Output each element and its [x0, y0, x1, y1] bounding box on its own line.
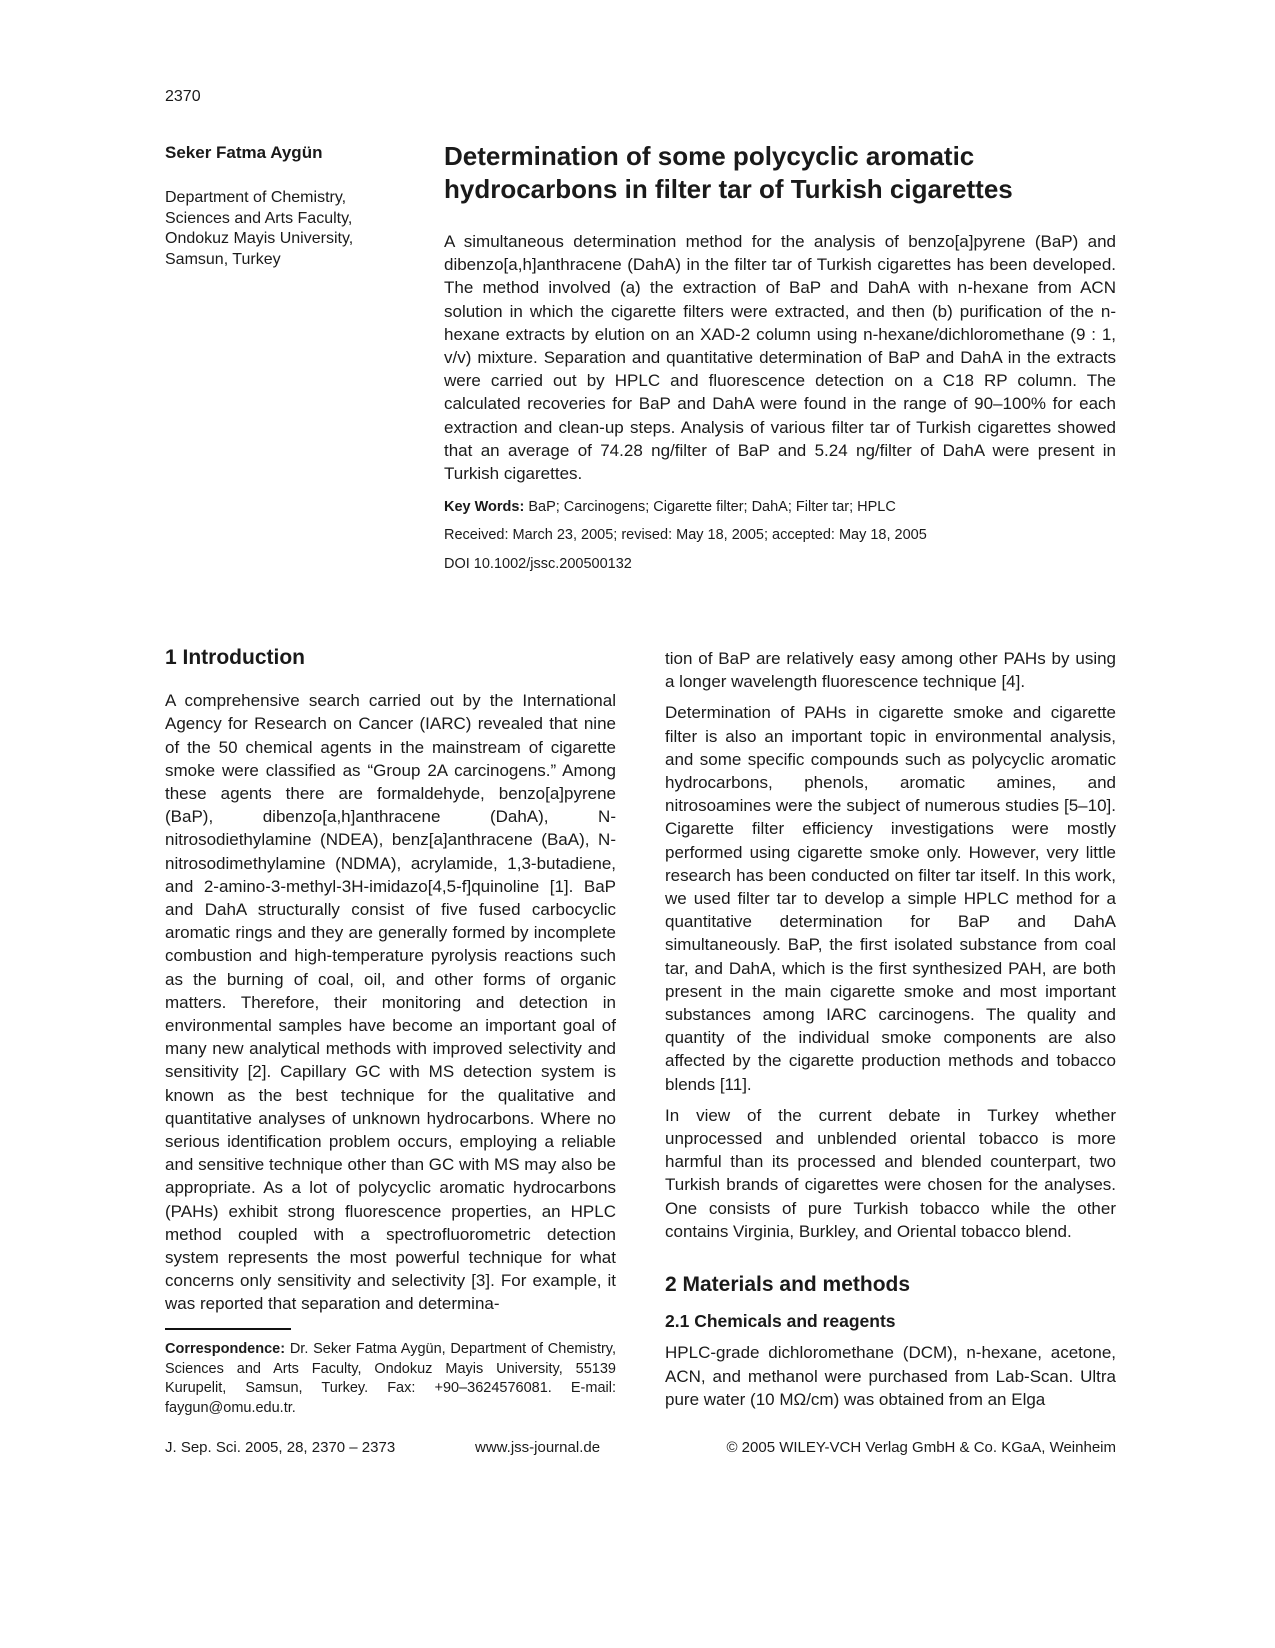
paper-title: Determination of some polycyclic aromatic hydrocarbons in filter tar of Turkish cigarettes — [444, 141, 1013, 204]
paragraph: A comprehensive search carried out by the International Agency for Research on Cancer (IARC) revealed that nine of the 50 chemical agents in the mainstream of cigarette smoke were classified as “Group 2A carcinogens.” Among these agents there are formaldehyde, benzo[a]pyrene (BaP), dibenzo[a,h]anthracene (DahA), N-nitrosodiethylamine (NDEA), benz[a]anthracene (BaA), N-nitrosodimethylamine (NDMA), acrylamide, 1,3-butadiene, and 2-amino-3-methyl-3H-imidazo[4,5-f]quinoline [1]. BaP and DahA structurally consist of five fused carbocyclic aromatic rings and they are generally formed by incomplete combustion and high-temperature pyrolysis reactions such as the burning of coal, oil, and other forms of organic matters. Therefore, their monitoring and detection in environmental samples have become an important goal of many new analytical methods with improved selectivity and sensitivity [2]. Capillary GC with MS detection system is known as the best technique for the qualitative and quantitative analyses of unknown hydrocarbons. Where no serious identification problem occurs, employing a reliable and sensitive technique other than GC with MS may also be appropriate. As a lot of polycyclic aromatic hydrocarbons (PAHs) exhibit strong fluorescence properties, an HPLC method coupled with a spectrofluorometric detection system represents the most powerful technique for what concerns only sensitivity and selectivity [3]. For example, it was reported that separation and determina- — [165, 691, 616, 1314]
footnote-divider — [165, 1328, 291, 1330]
received-dates: Received: March 23, 2005; revised: May 18, 2005; accepted: May 18, 2005 — [444, 527, 927, 543]
correspondence-text: Dr. Seker Fatma Aygün, Department of Chemistry, Sciences and Arts Faculty, Ondokuz Mayis University, 55139 Kurupelit, Samsun, Turkey. Fax: +90–3624576081. E-mail: faygun@omu.edu.tr. — [165, 1341, 617, 1416]
affiliation-line: Sciences and Arts Faculty, — [165, 209, 353, 227]
section-heading: 1 Introduction — [165, 646, 305, 669]
keywords — [444, 499, 1124, 515]
abstract: A simultaneous determination method for the analysis of benzo[a]pyrene (BaP) and dibenzo[a,h]anthracene (DahA) in the filter tar of Turkish cigarettes has been developed. The method involved (a) the extraction of BaP and DahA with n-hexane from ACN solution in which the cigarette filters were extracted, and then (b) purification of the n-hexane extracts by elution on an XAD-2 column using n-hexane/dichloromethane (9 : 1, v/v) mixture. Separation and quantitative determination of BaP and DahA in the extracts were carried out by HPLC and fluorescence detection on a C18 RP column. The calculated recoveries for BaP and DahA were found in the range of 90–100% for each extraction and clean-up steps. Analysis of various filter tar of Turkish cigarettes showed that an average of 74.28 ng/filter of BaP and 5.24 ng/filter of DahA were present in Turkish cigarettes. — [444, 232, 1116, 484]
affiliation — [165, 188, 405, 270]
affiliation-line: Department of Chemistry, — [165, 189, 347, 206]
correspondence-label: Correspondence: — [165, 1341, 286, 1357]
doi[interactable]: DOI 10.1002/jssc.200500132 — [444, 556, 632, 572]
subsection-heading: 2.1 Chemicals and reagents — [665, 1311, 896, 1332]
affiliation-line: Samsun, Turkey — [165, 250, 281, 268]
journal-website[interactable]: www.jss-journal.de — [475, 1439, 601, 1456]
affiliation-line: Ondokuz Mayis University, — [165, 230, 354, 247]
paragraph: Determination of PAHs in cigarette smoke and cigarette filter is also an important topic in environmental analysis, and some specific compounds such as polycyclic aromatic hydrocarbons, phenols, aromatic amines, and nitrosoamines were the subject of numerous studies [5–10]. Cigarette filter efficiency investigations were mostly performed using cigarette smoke only. However, very little research has been conducted on filter tar itself. In this work, we used filter tar to develop a simple HPLC method for a quantitative determination for BaP and DahA simultaneously. BaP, the first isolated substance from coal tar, and DahA, which is the first synthesized PAH, are both present in the main cigarette smoke and most important substances among IARC carcinogens. The quality and quantity of the individual smoke components are also affected by the cigarette production methods and tobacco blends [11]. — [665, 703, 1116, 1094]
copyright: © 2005 WILEY-VCH Verlag GmbH & Co. KGaA, Weinheim — [726, 1439, 1116, 1456]
keywords-text: BaP; Carcinogens; Cigarette filter; DahA; Filter tar; HPLC — [528, 499, 896, 515]
author-name: Seker Fatma Aygün — [165, 143, 323, 162]
paragraph: HPLC-grade dichloromethane (DCM), n-hexane, acetone, ACN, and methanol were purchased from Lab-Scan. Ultra pure water (10 MΩ/cm) was obtained from an Elga — [665, 1343, 1116, 1409]
right-column — [665, 647, 1116, 1419]
correspondence-note — [165, 1340, 616, 1418]
journal-citation: J. Sep. Sci. 2005, 28, 2370 – 2373 — [165, 1439, 396, 1456]
left-column — [165, 646, 616, 1324]
keywords-label: Key Words: — [444, 499, 525, 515]
paragraph: tion of BaP are relatively easy among other PAHs by using a longer wavelength fluorescence technique [4]. — [665, 649, 1116, 692]
paragraph: In view of the current debate in Turkey whether unprocessed and unblended oriental tobacco is more harmful than its processed and blended counterpart, two Turkish brands of cigarettes were chosen for the analyses. One consists of pure Turkish tobacco while the other contains Virginia, Burkley, and Oriental tobacco blend. — [665, 1105, 1116, 1241]
section-heading: 2 Materials and methods — [665, 1273, 911, 1297]
page-number: 2370 — [165, 88, 201, 105]
